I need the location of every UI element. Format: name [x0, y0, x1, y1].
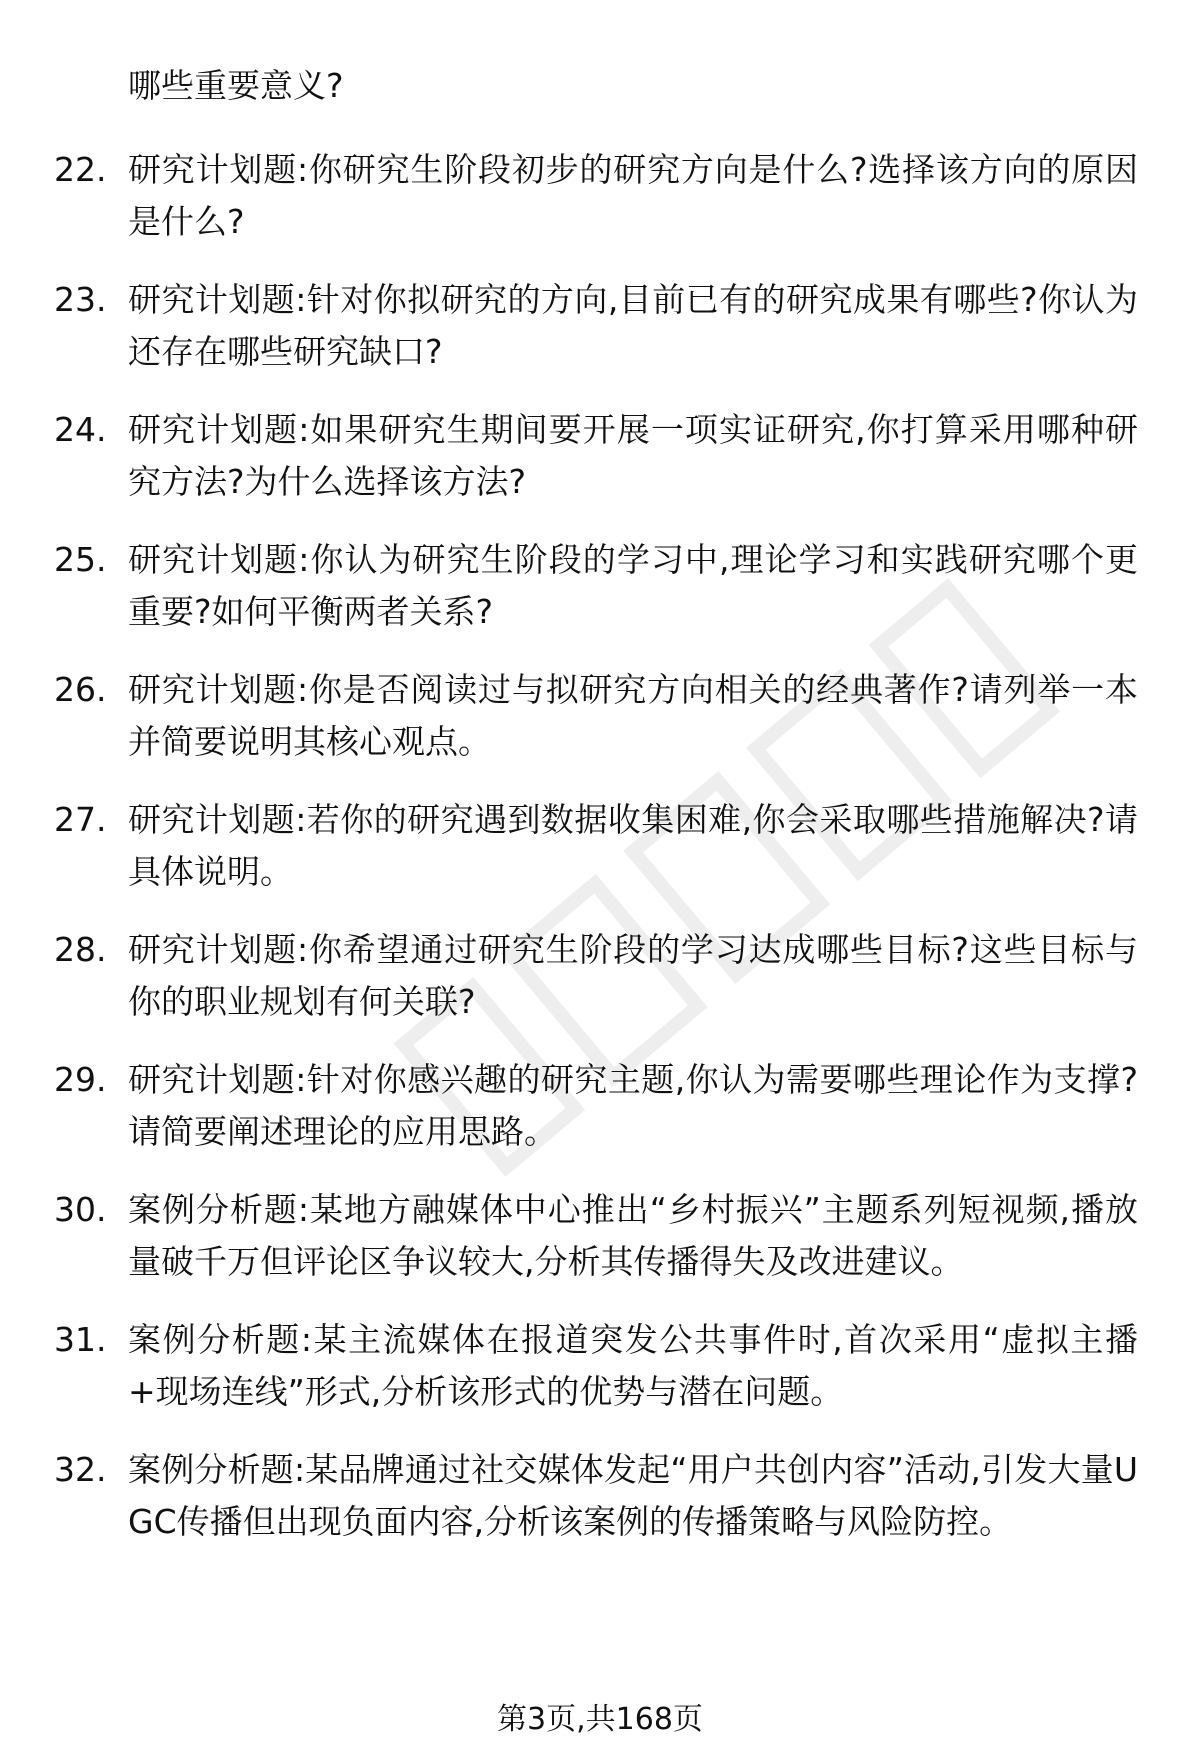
question-number: 32.	[54, 1450, 107, 1489]
question-item	[0, 1054, 1200, 1158]
question-text: 研究计划题:针对你拟研究的方向,目前已有的研究成果有哪些?你认为还存在哪些研究缺口?	[128, 280, 1138, 371]
question-text: 研究计划题:你研究生阶段初步的研究方向是什么?选择该方向的原因是什么?	[128, 150, 1138, 241]
question-item	[0, 924, 1200, 1028]
question-text: 研究计划题:若你的研究遇到数据收集困难,你会采取哪些措施解决?请具体说明。	[128, 800, 1138, 891]
question-item	[0, 144, 1200, 248]
question-number: 28.	[54, 930, 107, 969]
question-text: 研究计划题:如果研究生期间要开展一项实证研究,你打算采用哪种研究方法?为什么选择该方法?	[128, 410, 1138, 501]
question-item	[0, 404, 1200, 508]
page-footer: 第3页,共168页	[497, 1702, 703, 1737]
question-text: 案例分析题:某主流媒体在报道突发公共事件时,首次采用“虚拟主播+现场连线”形式,分析该形式的优势与潜在问题。	[128, 1320, 1138, 1411]
question-text: 研究计划题:针对你感兴趣的研究主题,你认为需要哪些理论作为支撑?请简要阐述理论的应用思路。	[128, 1060, 1138, 1151]
question-item	[0, 1444, 1200, 1548]
continued-question-text: 哪些重要意义?	[128, 66, 344, 105]
question-number: 25.	[54, 540, 107, 579]
question-text: 研究计划题:你认为研究生阶段的学习中,理论学习和实践研究哪个更重要?如何平衡两者关系?	[128, 540, 1138, 631]
question-item	[0, 274, 1200, 378]
question-item	[0, 664, 1200, 768]
question-number: 31.	[54, 1320, 107, 1359]
question-number: 23.	[54, 280, 107, 319]
question-number: 26.	[54, 670, 107, 709]
question-item	[0, 1314, 1200, 1418]
question-number: 29.	[54, 1060, 107, 1099]
question-item	[0, 1184, 1200, 1288]
question-item	[0, 794, 1200, 898]
question-number: 24.	[54, 410, 107, 449]
question-text: 案例分析题:某地方融媒体中心推出“乡村振兴”主题系列短视频,播放量破千万但评论区争议较大,分析其传播得失及改进建议。	[128, 1190, 1138, 1281]
question-item	[0, 534, 1200, 638]
question-number: 27.	[54, 800, 107, 839]
question-text: 研究计划题:你希望通过研究生阶段的学习达成哪些目标?这些目标与你的职业规划有何关联?	[128, 930, 1138, 1021]
question-text: 研究计划题:你是否阅读过与拟研究方向相关的经典著作?请列举一本并简要说明其核心观点。	[128, 670, 1138, 761]
question-list	[0, 144, 1200, 1574]
question-number: 30.	[54, 1190, 107, 1229]
question-number: 22.	[54, 150, 107, 189]
question-text: 案例分析题:某品牌通过社交媒体发起“用户共创内容”活动,引发大量UGC传播但出现负面内容,分析该案例的传播策略与风险防控。	[128, 1450, 1138, 1541]
